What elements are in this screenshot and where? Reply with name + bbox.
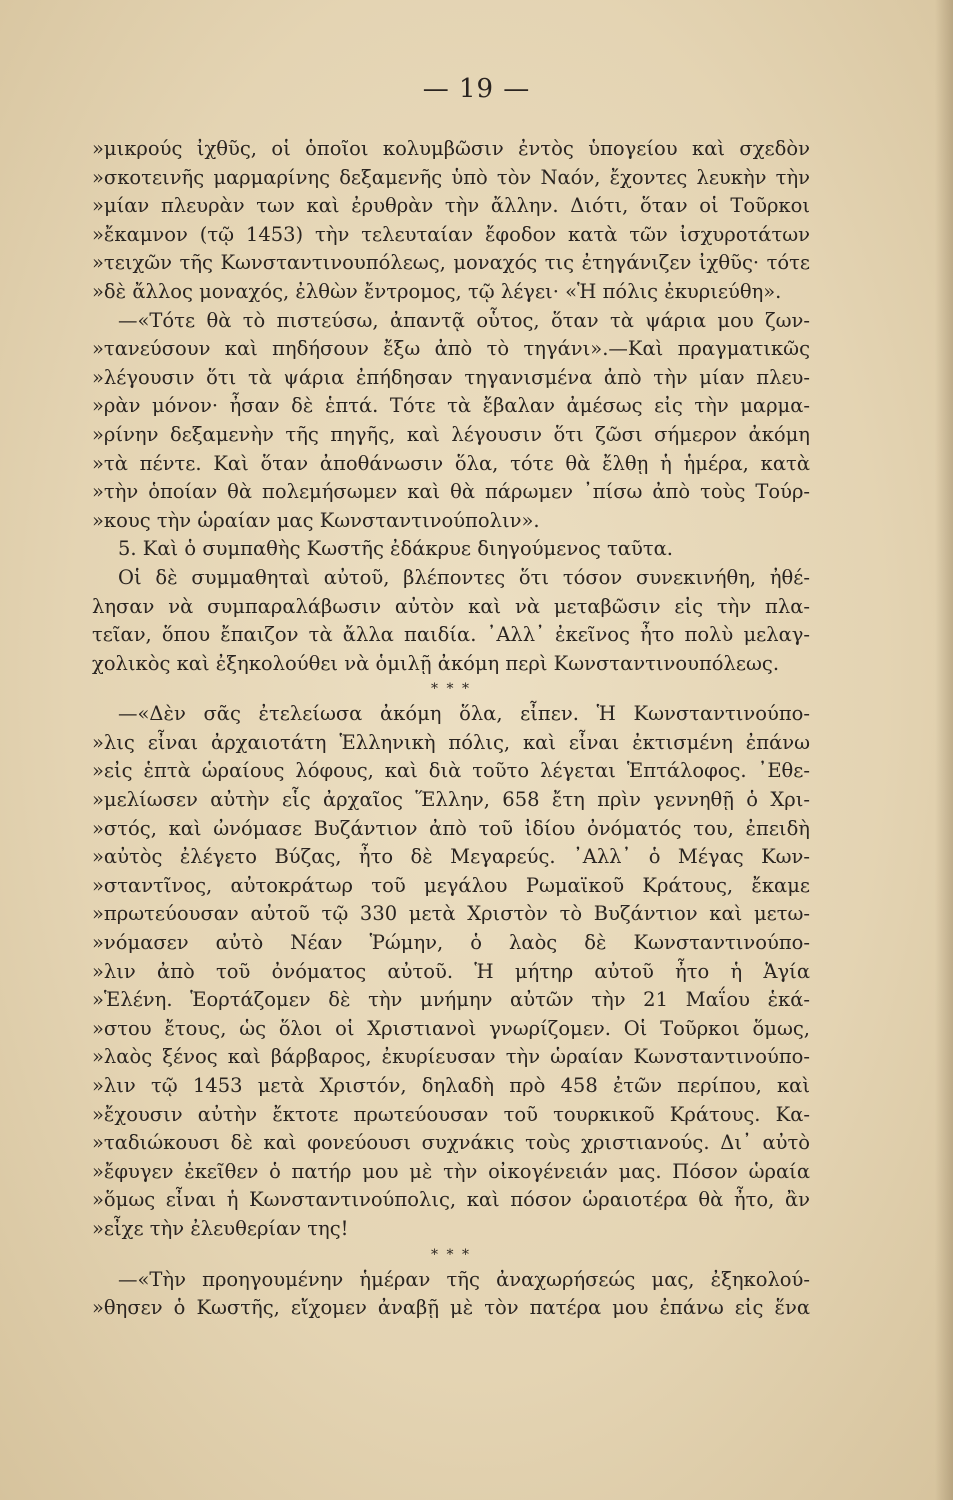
paragraph-constantinople-history [92,700,810,1243]
text-line: »σταντῖνος, αὐτοκράτωρ τοῦ μεγάλου Ρωμαϊκοῦ Κράτους, ἔκαμε [92,873,810,897]
text-line: »μελίωσεν αὐτὴν εἷς ἀρχαῖος Ἕλλην, 658 ἔτη πρὶν γεννηθῇ ὁ Χρι- [92,788,810,812]
text-line: »ρίνην δεξαμενὴν τῆς πηγῆς, καὶ λέγουσιν ὅτι ζῶσι σήμερον ἀκόμη [92,422,810,446]
text-line: »στός, καὶ ὠνόμασε Βυζάντιον ἀπὸ τοῦ ἰδίου ὀνόματός του, ἐπειδὴ [92,816,810,840]
paragraph-section-5 [92,535,810,678]
text-line: —«Τὴν προηγουμένην ἡμέραν τῆς ἀναχωρήσεώς μας, ἐξηκολού- [118,1267,810,1291]
text-line: λησαν νὰ συμπαραλάβωσιν αὐτὸν καὶ νὰ μεταβῶσιν εἰς τὴν πλα- [92,594,810,618]
section-separator: * * * [431,1246,471,1263]
text-line: »αὐτὸς ἐλέγετο Βύζας, ἦτο δὲ Μεγαρεύς. ᾽Αλλ᾽ ὁ Μέγας Κων- [92,845,810,869]
text-line: »ὅμως εἶναι ἡ Κωνσταντινούπολις, καὶ πόσον ὡραιοτέρα θὰ ἦτο, ἂν [92,1188,810,1212]
text-line: 5. Καὶ ὁ συμπαθὴς Κωστῆς ἐδάκρυε διηγούμενος ταῦτα. [118,537,674,561]
paragraph-monk-reply [92,307,810,536]
section-separator: * * * [431,681,471,698]
text-line: »εἶχε τὴν ἐλευθερίαν της! [92,1216,349,1240]
text-line: »μίαν πλευρὰν των καὶ ἐρυθρὰν τὴν ἄλλην. Διότι, ὅταν οἱ Τοῦρκοι [92,194,810,218]
text-line: »ταδιώκουσι δὲ καὶ φονεύουσι συχνάκις τοὺς χριστιανούς. Δι᾽ αὐτὸ [92,1131,810,1155]
text-line: »πρωτεύουσαν αὐτοῦ τῷ 330 μετὰ Χριστὸν τὸ Βυζάντιον καὶ μετω- [92,902,810,926]
text-line: τεῖαν, ὅπου ἔπαιζον τὰ ἄλλα παιδία. ᾽Αλλ᾽ ἐκεῖνος ἦτο πολὺ μελαγ- [92,623,810,647]
body-text [92,135,810,1323]
text-line: —«Δὲν σᾶς ἐτελείωσα ἀκόμη ὅλα, εἶπεν. Ἡ Κωνσταντινούπο- [118,702,810,726]
text-line: —«Τότε θὰ τὸ πιστεύσω, ἀπαντᾷ οὗτος, ὅταν τὰ ψάρια μου ζων- [118,308,810,332]
text-line: »μικρούς ἰχθῦς, οἱ ὁποῖοι κολυμβῶσιν ἐντὸς ὑπογείου καὶ σχεδὸν [92,137,810,160]
text-line: »εἰς ἑπτὰ ὡραίους λόφους, καὶ διὰ τοῦτο λέγεται Ἑπτάλοφος. ᾽Εθε- [92,759,810,783]
text-line: »σκοτεινῆς μαρμαρίνης δεξαμενῆς ὑπὸ τὸν Ναόν, ἔχοντες λευκὴν τὴν [92,165,810,189]
text-line: χολικὸς καὶ ἐξηκολούθει νὰ ὁμιλῇ ἀκόμη περὶ Κωνσταντινουπόλεως. [92,651,780,675]
text-line: Οἱ δὲ συμμαθηταὶ αὐτοῦ, βλέποντες ὅτι τόσον συνεκινήθη, ἠθέ- [118,565,810,589]
text-line: »νόμασεν αὐτὸ Νέαν Ῥώμην, ὁ λαὸς δὲ Κωνσταντινούπο- [92,931,810,955]
text-line: »τὰ πέντε. Καὶ ὅταν ἀποθάνωσιν ὅλα, τότε θὰ ἔλθῃ ἡ ἡμέρα, κατὰ [92,451,810,475]
text-line: »τὴν ὁποίαν θὰ πολεμήσωμεν καὶ θὰ πάρωμεν ᾽πίσω ἀπὸ τοὺς Τούρ- [92,480,810,504]
text-line: »Ἑλένη. Ἑορτάζομεν δὲ τὴν μνήμην αὐτῶν τὴν 21 Μαΐου ἑκά- [92,988,810,1012]
text-line: »λις εἶναι ἀρχαιοτάτη Ἑλληνικὴ πόλις, καὶ εἶναι ἐκτισμένη ἐπάνω [92,730,810,754]
text-line: »λέγουσιν ὅτι τὰ ψάρια ἐπήδησαν τηγανισμένα ἀπὸ τὴν μίαν πλευ- [92,365,810,389]
text-line: »τειχῶν τῆς Κωνσταντινουπόλεως, μοναχός τις ἐτηγάνιζεν ἰχθῦς· τότε [92,251,810,275]
text-line: »κους τὴν ὡραίαν μας Κωνσταντινούπολιν». [92,508,540,532]
text-line: »λαὸς ξένος καὶ βάρβαρος, ἐκυρίευσαν τὴν ὡραίαν Κωνσταντινούπο- [92,1045,810,1069]
text-line: »τανεύσουν καὶ πηδήσουν ἔξω ἀπὸ τὸ τηγάνι».—Καὶ πραγματικῶς [92,337,810,361]
text-line: »ἔφυγεν ἐκεῖθεν ὁ πατήρ μου μὲ τὴν οἰκογένειάν μας. Πόσον ὡραία [92,1159,810,1183]
text-line: »θησεν ὁ Κωστῆς, εἴχομεν ἀναβῇ μὲ τὸν πατέρα μου ἐπάνω εἰς ἕνα [92,1296,810,1320]
text-line: »ρὰν μόνον· ἦσαν δὲ ἑπτά. Τότε τὰ ἔβαλαν ἀμέσως εἰς τὴν μαρμα- [92,394,810,418]
page-number: — 19 — [422,74,531,104]
text-line: »στου ἔτους, ὡς ὅλοι οἱ Χριστιανοὶ γνωρίζομεν. Οἱ Τοῦρκοι ὅμως, [92,1016,810,1040]
text-line: »λιν ἀπὸ τοῦ ὀνόματος αὐτοῦ. Ἡ μήτηρ αὐτοῦ ἦτο ἡ Ἁγία [92,959,810,983]
text-line: »ἔχουσιν αὐτὴν ἔκτοτε πρωτεύουσαν τοῦ τουρκικοῦ Κράτους. Κα- [92,1102,810,1126]
text-line: »λιν τῷ 1453 μετὰ Χριστόν, δηλαδὴ πρὸ 458 ἐτῶν περίπου, καὶ [92,1074,810,1097]
paragraph-departure [92,1266,810,1323]
page-edge-shadow [935,0,953,1500]
paragraph-fish-legend [92,135,810,307]
text-line: »ἔκαμνον (τῷ 1453) τὴν τελευταίαν ἔφοδον κατὰ τῶν ἰσχυροτάτων [92,222,810,246]
text-line: »δὲ ἄλλος μοναχός, ἐλθὼν ἔντρομος, τῷ λέγει· «Ἡ πόλις ἐκυριεύθη». [92,279,782,303]
